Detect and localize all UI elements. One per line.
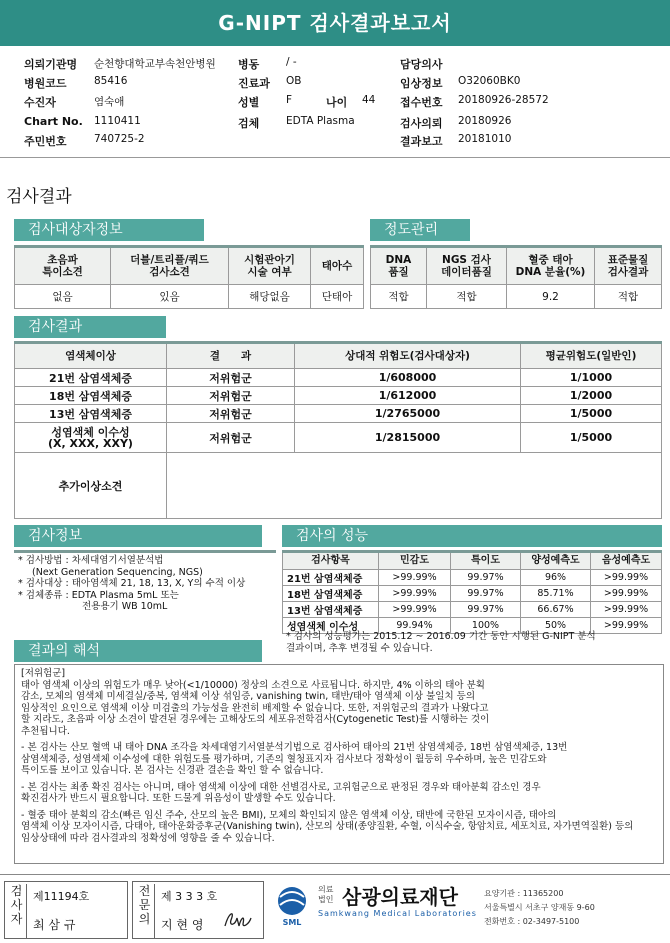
results-cell: 저위험군 (167, 405, 295, 423)
table-row (15, 387, 662, 405)
performance-cell: 99.97% (451, 602, 521, 618)
performance-cell: >99.99% (379, 570, 451, 586)
performance-cell: 99.97% (451, 586, 521, 602)
footer (0, 874, 670, 943)
examiner-box (4, 881, 128, 939)
performance-header: 양성예측도 (521, 552, 591, 570)
hospital-code-label: 병원코드 (24, 77, 67, 90)
patient-info-block (0, 50, 670, 158)
examiner-label: 검 사 자 (7, 884, 27, 938)
institution-value: 순천향대학교부속천안병원 (94, 58, 216, 70)
performance-cell: 85.71% (521, 586, 591, 602)
performance-header: 특이도 (451, 552, 521, 570)
interpretation-tab: 결과의 해석 (14, 640, 262, 662)
results-header: 염색체이상 (15, 343, 167, 369)
quality-header: NGS 검사 데이터품질 (427, 247, 507, 285)
org-name: 삼광의료재단 (342, 885, 458, 909)
results-table (14, 341, 662, 519)
performance-cell: >99.99% (379, 586, 451, 602)
table-row (283, 602, 662, 618)
subject-value: 해당없음 (229, 285, 311, 309)
table-row (15, 369, 662, 387)
ward-label: 병동 (238, 58, 260, 71)
performance-header: 검사항목 (283, 552, 379, 570)
specialist-number: 제 3 3 3 호 (161, 890, 218, 903)
performance-cell: >99.99% (591, 602, 662, 618)
test-info-box (14, 550, 276, 632)
performance-cell: >99.99% (591, 570, 662, 586)
org-contact-line: 전화번호 : 02-3497-5100 (484, 917, 580, 926)
receipt-value: 20180926-28572 (458, 94, 549, 106)
results-cell: 성염색체 이수성 (X, XXX, XXY) (15, 423, 167, 453)
sex-label: 성별 (238, 96, 260, 109)
performance-header: 음성예측도 (591, 552, 662, 570)
performance-cell: 99.97% (451, 570, 521, 586)
quality-value: 적합 (427, 285, 507, 309)
logo-text: SML (282, 918, 302, 927)
doctor-label: 담당의사 (400, 58, 443, 71)
performance-cell: 21번 삼염색체증 (283, 570, 379, 586)
performance-header: 민감도 (379, 552, 451, 570)
results-tab: 검사결과 (14, 316, 166, 338)
ward-value: / - (286, 56, 297, 68)
quality-tab: 정도관리 (370, 219, 470, 241)
test-info-line: * 검체종류 : EDTA Plasma 5mL 또는 (18, 589, 179, 601)
receipt-label: 접수번호 (400, 96, 443, 109)
results-cell: 저위험군 (167, 369, 295, 387)
interpretation-paragraph: [저위험군] 태아 염색체 이상의 위험도가 매우 낮아(<1/10000) 정상의 소견으로 사료됩니다. 하지만, 4% 이하의 태아 분획 감소, 모체의 염색체 미세결실/중복, 염색체 이상 섞임증, vanishing twin, 태반/태아 염색체 이상 불일치 등의 임상적인 요인으로 염색체 이상 미검출의 가능성을 완전히 배제할 수 없습니다. 또한, 저위험군의 결과가 나왔다고 할 지라도, 초음파 이상 소견이 발견된 경우에는 고해상도의 세포유전학검사(Cytogenetic Test)를 시행하는 것이 추천됩니다. (21, 668, 490, 737)
results-cell: 18번 삼염색체증 (15, 387, 167, 405)
org-prefix-2: 법인 (318, 895, 334, 904)
age-value: 44 (362, 94, 376, 106)
performance-cell: 100% (451, 618, 521, 634)
specimen-label: 검체 (238, 117, 260, 130)
subject-value: 없음 (15, 285, 111, 309)
results-header: 상대적 위험도(검사대상자) (295, 343, 521, 369)
clinical-label: 임상정보 (400, 77, 443, 90)
report-date-label: 결과보고 (400, 135, 443, 148)
performance-cell: >99.99% (591, 618, 662, 634)
report-title: G-NIPT 검사결과보고서 (0, 0, 670, 46)
results-cell: 13번 삼염색체증 (15, 405, 167, 423)
interpretation-paragraph: - 본 검사는 산모 혈액 내 태아 DNA 조각을 차세대염기서열분석기법으로 검사하여 태아의 21번 삼염색체증, 18번 삼염색체증, 13번 삼염색체증, 성염색체 이수성에 대한 위험도를 평가하며, 기존의 혈청표지자 검사보다 정확성이 월등히 우수하며, 높은 민감도와 특이도를 보이고 있습니다. 본 검사는 신경관 결손을 확인 할 수 없습니다. (21, 742, 568, 776)
dept-value: OB (286, 75, 302, 87)
specimen-value: EDTA Plasma (286, 115, 355, 127)
results-cell: 1/612000 (295, 387, 521, 405)
subject-header: 시험관아기 시술 여부 (229, 247, 311, 285)
performance-cell: 50% (521, 618, 591, 634)
results-cell: 저위험군 (167, 387, 295, 405)
quality-value: 적합 (371, 285, 427, 309)
test-info-tab: 검사정보 (14, 525, 262, 547)
subject-header: 태아수 (311, 247, 364, 285)
performance-cell: 99.94% (379, 618, 451, 634)
extra-findings-label: 추가이상소견 (15, 453, 167, 519)
chart-label: Chart No. (24, 115, 83, 128)
rrn-value: 740725-2 (94, 133, 145, 145)
performance-table (282, 550, 662, 633)
performance-cell: 96% (521, 570, 591, 586)
results-cell: 21번 삼염색체증 (15, 369, 167, 387)
subject-info-table (14, 245, 364, 309)
performance-cell: 성염색체 이수성 (283, 618, 379, 634)
org-prefix-1: 의료 (318, 885, 334, 894)
sml-logo-icon (272, 883, 312, 929)
subject-info-tab: 검사대상자정보 (14, 219, 204, 241)
results-cell: 1/2815000 (295, 423, 521, 453)
results-cell: 1/608000 (295, 369, 521, 387)
subject-header: 초음파 특이소견 (15, 247, 111, 285)
report-date-value: 20181010 (458, 133, 512, 145)
dept-label: 진료과 (238, 77, 270, 90)
interpretation-paragraph: - 혈중 태아 분획의 감소(빠른 임신 주수, 산모의 높은 BMI), 모체의 확인되지 않은 염색체 이상, 태반에 국한된 모자이시즘, 태아의 염색체 이상 모자이시즘, 다태아, 태아운화증후군(Vanishing twin), 산모의 상태(종양질환, 수혈, 이식수술, 항암치료, 세포치료, 자가면역질환) 등의 임상상태에 따라 검사결과의 정확성에 영향을 줄 수 있습니다. (21, 809, 634, 844)
quality-header: DNA 품질 (371, 247, 427, 285)
table-row (15, 423, 662, 453)
section-title: 검사결과 (6, 187, 72, 207)
org-prefix (318, 885, 333, 905)
patient-value: 염숙애 (94, 96, 125, 108)
performance-cell: 66.67% (521, 602, 591, 618)
patient-label: 수진자 (24, 96, 56, 109)
specialist-label: 전 문 의 (135, 884, 155, 938)
performance-cell: 18번 삼염색체증 (283, 586, 379, 602)
clinical-value: O32060BK0 (458, 75, 521, 87)
age-label: 나이 (326, 96, 348, 109)
test-info-line: * 검사방법 : 차세대염기서열분석법 (18, 555, 164, 566)
hospital-code-value: 85416 (94, 75, 128, 87)
quality-header: 표준물질 검사결과 (595, 247, 662, 285)
examiner-number: 제11194호 (33, 890, 90, 903)
test-info-line: 전용용기 WB 10mL (82, 601, 168, 612)
org-contact (484, 887, 595, 929)
org-english-name: Samkwang Medical Laboratories (318, 909, 477, 918)
examiner-name: 최 삼 규 (33, 918, 76, 932)
test-info-line: * 검사대상 : 태아염색체 21, 18, 13, X, Y의 수적 이상 (18, 578, 246, 589)
table-row (15, 405, 662, 423)
performance-cell: >99.99% (591, 586, 662, 602)
specialist-box (132, 881, 264, 939)
request-date-label: 검사의뢰 (400, 117, 443, 130)
results-header: 평균위험도(일반인) (521, 343, 662, 369)
quality-value: 9.2 (507, 285, 595, 309)
subject-value: 있음 (111, 285, 229, 309)
org-block (272, 881, 664, 939)
quality-value: 적합 (595, 285, 662, 309)
performance-note: * 검사의 성능평가는 2015.12 ~ 2016.09 기간 동안 시행된 G-NIPT 분석 결과이며, 추후 변경될 수 있습니다. (286, 631, 596, 654)
subject-header: 더블/트리플/쿼드 검사소견 (111, 247, 229, 285)
extra-findings-row (15, 453, 662, 519)
specialist-name: 지 현 영 (161, 918, 204, 932)
results-cell: 1/5000 (521, 405, 662, 423)
results-cell: 1/5000 (521, 423, 662, 453)
subject-value: 단태아 (311, 285, 364, 309)
performance-cell: >99.99% (379, 602, 451, 618)
results-cell: 1/2000 (521, 387, 662, 405)
test-info-line: (Next Generation Sequencing, NGS) (32, 566, 203, 578)
results-cell: 저위험군 (167, 423, 295, 453)
table-row (283, 586, 662, 602)
chart-value: 1110411 (94, 115, 141, 127)
extra-findings-value (167, 453, 662, 519)
interpretation-paragraph: - 본 검사는 최종 확진 검사는 아니며, 태아 염색체 이상에 대한 선별검사로, 고위험군으로 판정된 경우와 태아분획 감소인 경우 확진검사가 반드시 필요합니다. 또한 드물게 위음성이 발생할 수도 있습니다. (21, 781, 541, 804)
quality-table (370, 245, 662, 309)
org-contact-line: 서울특별시 서초구 양재동 9-60 (484, 903, 595, 912)
performance-cell: 13번 삼염색체증 (283, 602, 379, 618)
interpretation-box (14, 664, 664, 864)
org-contact-line: 요양기관 : 11365200 (484, 889, 564, 898)
results-cell: 1/2765000 (295, 405, 521, 423)
rrn-label: 주민번호 (24, 135, 67, 148)
results-cell: 1/1000 (521, 369, 662, 387)
institution-label: 의뢰기관명 (24, 58, 78, 71)
quality-header: 혈중 태아 DNA 분율(%) (507, 247, 595, 285)
signature-icon (221, 906, 255, 932)
results-header: 결 과 (167, 343, 295, 369)
performance-tab: 검사의 성능 (282, 525, 662, 547)
table-row (283, 570, 662, 586)
request-date-value: 20180926 (458, 115, 512, 127)
sex-value: F (286, 94, 293, 106)
